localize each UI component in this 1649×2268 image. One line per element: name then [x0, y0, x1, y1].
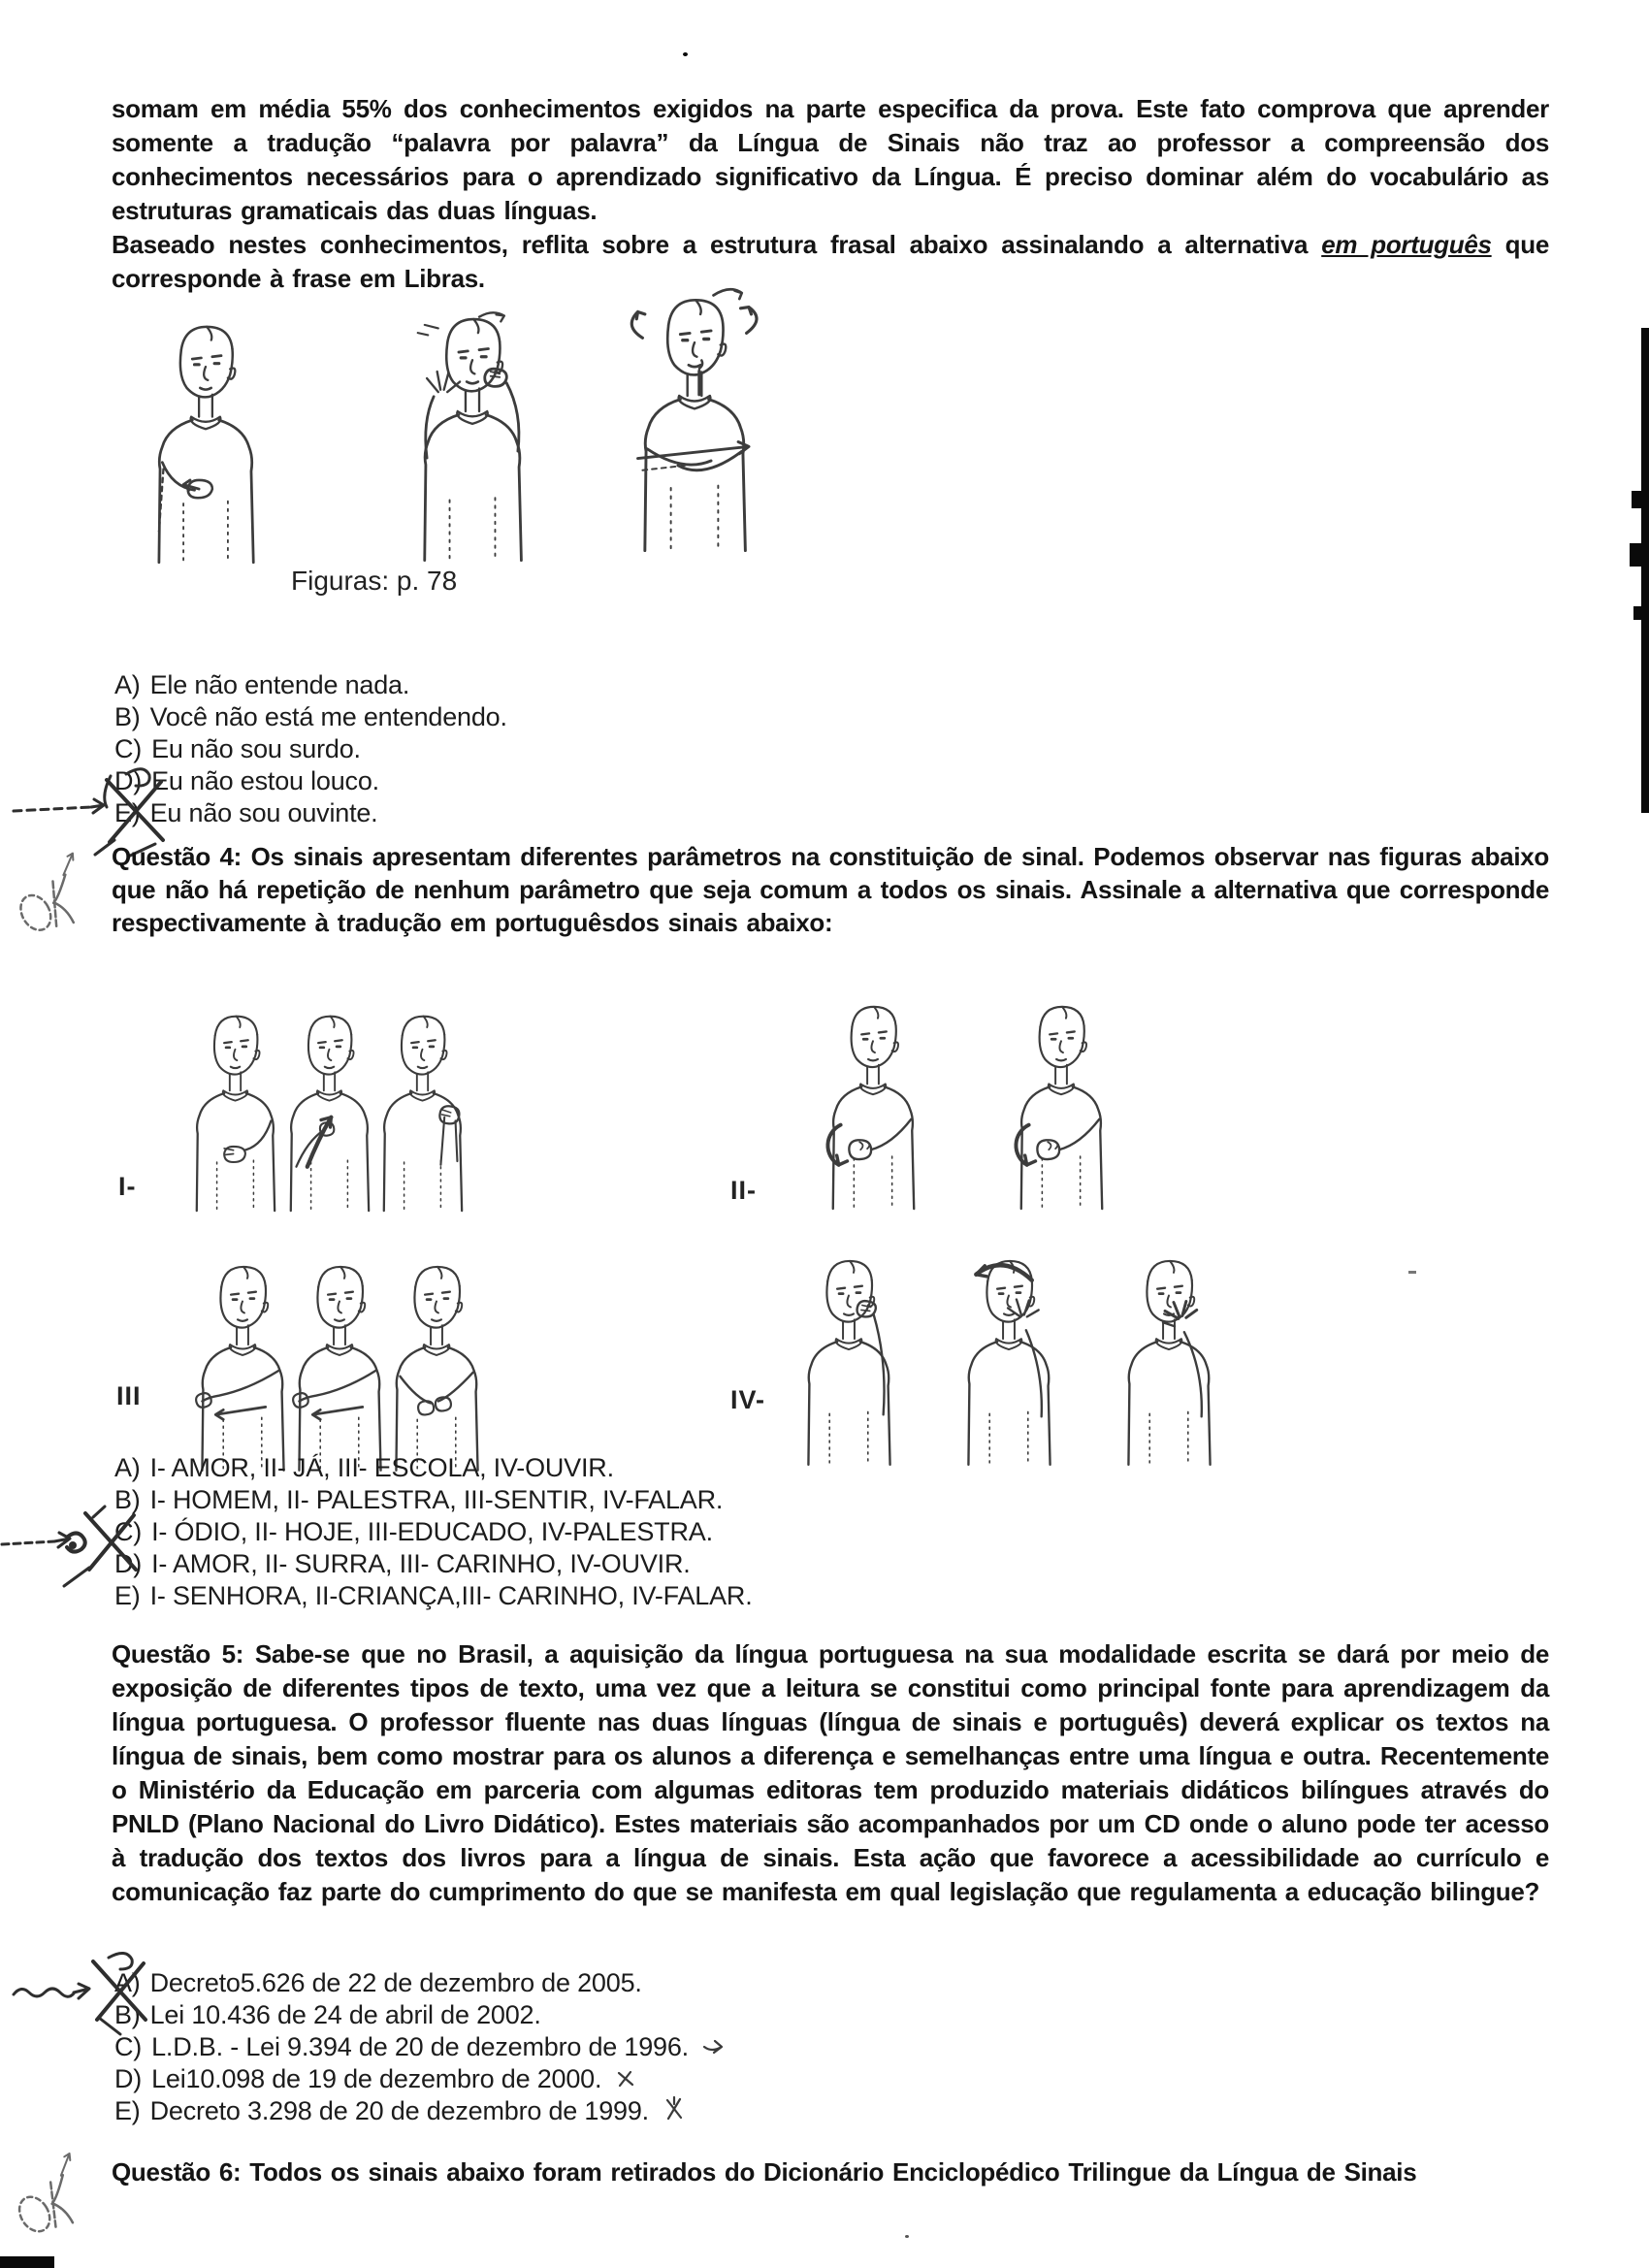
option-label: E): [114, 2096, 141, 2125]
handwritten-ok-mark-q4: [4, 844, 90, 953]
scan-edge-tick: [1630, 543, 1641, 567]
scan-speck: [683, 52, 688, 56]
option-text: Você não está me entendendo.: [149, 702, 507, 731]
option-text: Decreto 3.298 de 20 de dezembro de 1999.: [149, 2096, 649, 2125]
q5-option-d: [114, 2063, 728, 2095]
sign-figure-iv-3: [1120, 1255, 1217, 1447]
option-label: E): [114, 798, 141, 827]
sign-figure-i-1: [189, 1011, 281, 1213]
intro-text: somam em média 55% dos conhecimentos exigidos na parte especifica da prova. Este fato comprova que aprender somente a tradução “palavra por palavra” da Língua de Sinais não traz ao professor a compreensão dos conhecimentos necessários para o aprendizado significativo da Língua. É preciso dominar além do vocabulário as estruturas gramaticais das duas línguas.: [112, 94, 1549, 225]
handwritten-ok-mark-q6: [3, 2151, 92, 2261]
figure-caption: Figuras: p. 78: [291, 566, 458, 596]
option-text: Lei10.098 de 19 de dezembro de 2000.: [151, 2064, 602, 2093]
option-label: C): [114, 2032, 143, 2061]
option-text: Decreto5.626 de 22 de dezembro de 2005.: [149, 1968, 642, 1997]
sign-figure-iii-3: [388, 1261, 485, 1443]
figure-row-label-iii: III: [116, 1381, 142, 1410]
q5-option-c: [114, 2031, 728, 2063]
q6-heading: Questão 6: Todos os sinais abaixo foram retirados do Dicionário Enciclopédico Trilingue da Língua de Sinais: [112, 2157, 1417, 2187]
q4-option-c: [114, 1516, 753, 1548]
option-label: D): [114, 2064, 143, 2093]
q5-heading: Questão 5: Sabe-se que no Brasil, a aquisição da língua portuguesa na sua modalidade escrita se dará por meio de exposição de diferentes tipos de texto, uma vez que a leitura se constitui como principal fonte para aprendizagem da língua portuguesa. O professor fluente nas duas línguas (língua de sinais e português) deverá explicar os textos na língua de sinais, bem como mostrar para os alunos a diferença e semelhanças entre uma língua e outra. Recentemente o Ministério da Educação em parceria com algumas editoras tem produzido materiais didáticos bilíngues através do PNLD (Plano Nacional do Livro Didático). Estes materiais são acompanhados por um CD onde o aluno pode ter acesso à tradução dos textos dos livros para a língua de sinais. Esta ação que favorece a acessibilidade ao currículo e comunicação faz parte do cumprimento do que se manifesta em qual legislação que regulamenta a educação bilingue?: [112, 1639, 1549, 1906]
option-text: Eu não sou ouvinte.: [149, 798, 378, 827]
sign-figure-ii-2: [1011, 1001, 1112, 1211]
q4-heading: Questão 4: Os sinais apresentam diferentes parâmetros na constituição de sinal. Podemos observar nas figuras abaixo que não há repetição de nenhum parâmetro que seja comum a todos os sinais. Assinale a alternativa que corresponde respectivamente à tradução em portuguêsdos sinais abaixo:: [112, 842, 1549, 937]
option-text: Lei 10.436 de 24 de abril de 2002.: [149, 2000, 541, 2029]
option-label: E): [114, 1581, 141, 1610]
sign-figure-frase-2: [413, 312, 532, 563]
option-label: A): [114, 1968, 141, 1997]
scan-edge-tick: [1633, 606, 1641, 620]
scan-corner-mark: [0, 2256, 54, 2268]
option-text: Eu não sou surdo.: [151, 734, 361, 763]
sign-figure-i-3: [376, 1011, 469, 1213]
q3-option-c: [114, 733, 507, 765]
scan-edge-tick: [1632, 491, 1641, 508]
option-text: I- AMOR, II- SURRA, III- CARINHO, IV-OUVIR.: [151, 1549, 691, 1578]
sign-figure-iv-2: [960, 1255, 1057, 1447]
q4-option-e: [114, 1580, 753, 1612]
option-label: B): [114, 1485, 141, 1514]
option-label: C): [114, 734, 143, 763]
sign-figure-iii-1: [194, 1261, 291, 1443]
q4-options: [114, 1452, 753, 1612]
option-label: C): [114, 1517, 143, 1546]
option-text: L.D.B. - Lei 9.394 de 20 de dezembro de 1996.: [151, 2032, 689, 2061]
option-text: I- HOMEM, II- PALESTRA, III-SENTIR, IV-FALAR.: [149, 1485, 724, 1514]
figure-row-label-iv: IV-: [730, 1385, 766, 1414]
q3-option-b: [114, 701, 507, 733]
pen-mark-hook: [702, 2032, 728, 2064]
option-text: Ele não entende nada.: [149, 670, 410, 699]
q5-option-b: [114, 1999, 728, 2031]
sign-figure-ii-1: [823, 1001, 923, 1211]
instruction-post: que corresponde à frase em Libras.: [112, 230, 1549, 293]
scan-speck: [1408, 1271, 1416, 1274]
q4-option-d: [114, 1548, 753, 1580]
handwritten-cross-q4-option-c: [0, 1502, 165, 1589]
sign-figure-iii-2: [291, 1261, 388, 1443]
pen-mark-x: [663, 2096, 686, 2129]
scan-edge-bar: [1641, 328, 1649, 813]
instruction-paragraph: [112, 228, 1549, 296]
intro-paragraph: [112, 92, 1549, 228]
figure-row-label-ii: II-: [730, 1176, 757, 1205]
q5-option-e: [114, 2095, 728, 2127]
option-label: A): [114, 670, 141, 699]
sign-figure-i-2: [283, 1011, 375, 1213]
q4-option-b: [114, 1484, 753, 1516]
q5-options: [114, 1967, 728, 2127]
intro-block: [112, 92, 1549, 296]
instruction-emphasis: em português: [1321, 230, 1492, 259]
q3-option-a: [114, 669, 507, 701]
option-label: B): [114, 702, 141, 731]
option-text: I- AMOR, II- JÁ, III- ESCOLA, IV-OUVIR.: [149, 1453, 614, 1482]
option-label: B): [114, 2000, 141, 2029]
scan-speck: [905, 2235, 909, 2238]
sign-figure-iv-1: [800, 1255, 897, 1447]
instruction-pre: Baseado nestes conhecimentos, reflita sobre a estrutura frasal abaixo assinalando a alternativa: [112, 230, 1322, 259]
sign-figure-frase-1: [147, 320, 264, 565]
figure-row-label-i: I-: [118, 1172, 137, 1201]
handwritten-cross-q5-option-a: [12, 1948, 186, 2040]
option-label: A): [114, 1453, 141, 1482]
q5-option-a: [114, 1967, 728, 1999]
sign-figure-frase-3: [632, 293, 757, 553]
option-text: Eu não estou louco.: [151, 766, 379, 795]
option-label: D): [114, 1549, 143, 1578]
option-text: I- SENHORA, II-CRIANÇA,III- CARINHO, IV-FALAR.: [149, 1581, 753, 1610]
pen-mark-x: [615, 2064, 636, 2096]
option-text: I- ÓDIO, II- HOJE, III-EDUCADO, IV-PALESTRA.: [151, 1517, 713, 1546]
q4-option-a: [114, 1452, 753, 1484]
option-label: D): [114, 766, 143, 795]
